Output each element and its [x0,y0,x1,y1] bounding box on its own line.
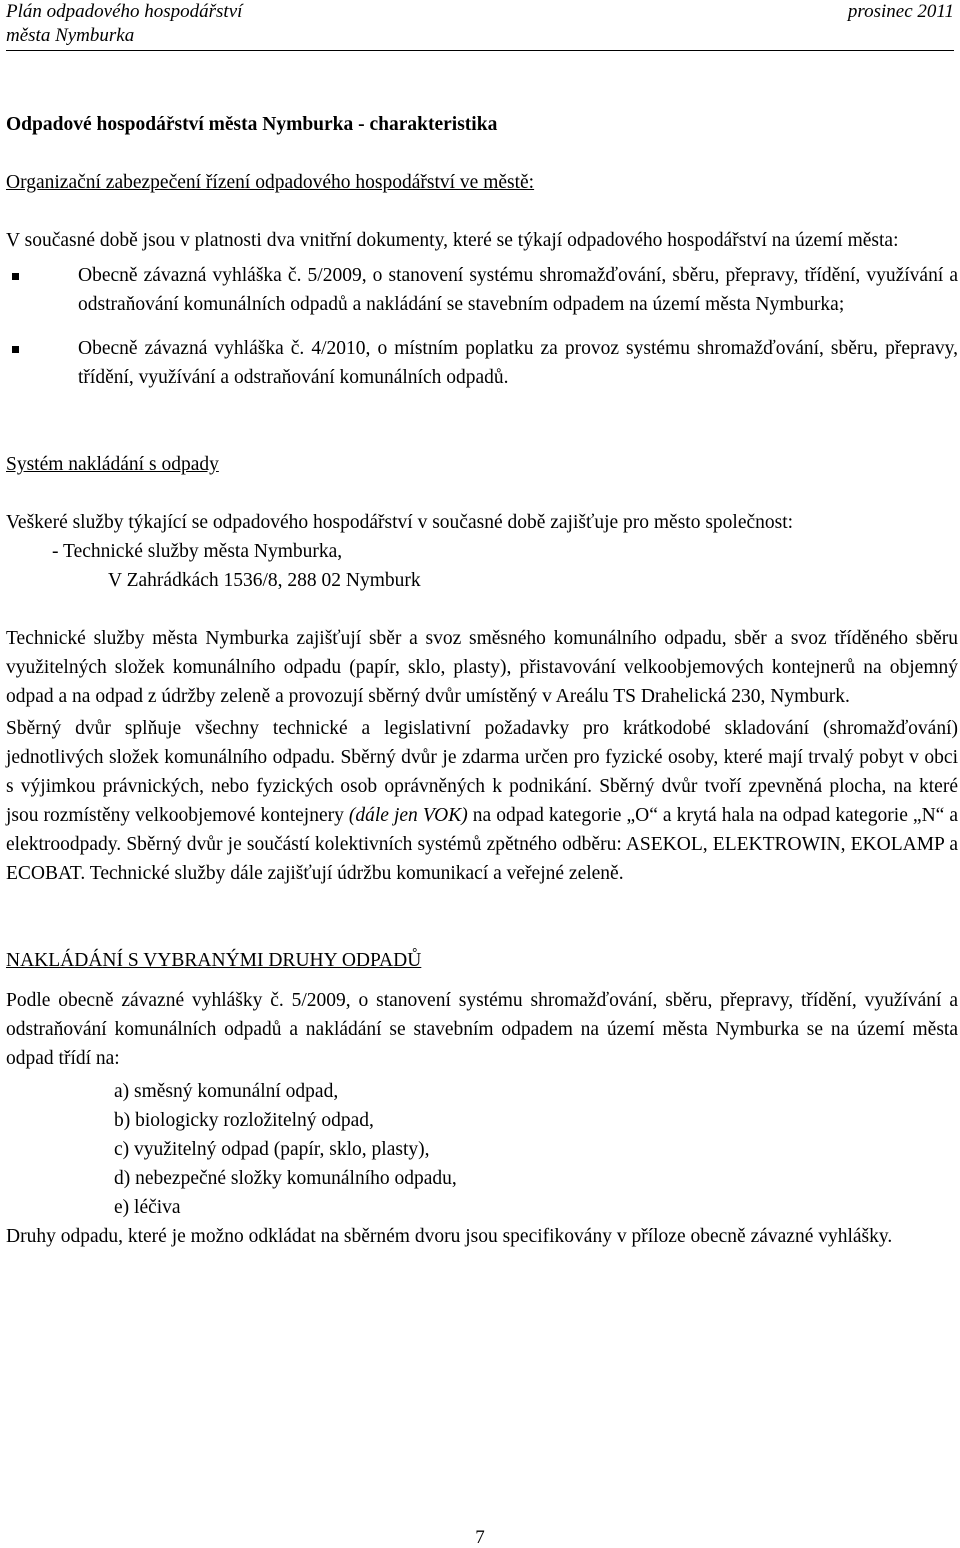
header-town: města Nymburka [6,25,135,46]
header-left [6,0,242,48]
square-bullet-icon [12,346,19,353]
org-heading: Organizační zabezpečení řízení odpadového hospodářství ve městě: [6,172,535,193]
decree-list [6,261,958,392]
decree-text: Obecně závazná vyhláška č. 4/2010, o místním poplatku za provoz systému shromažďování, sběru, přepravy, třídění, využívání a odstraňování komunálních odpadů. [78,338,958,388]
collection-yard-text-a: Sběrný dvůr splňuje všechny technické a legislativní požadavky pro krátkodobé skladování (shromažďování) jednotlivých složek komunálního odpadu. Sběrný dvůr je zdarma určen pro fyzické osoby, které mají trvalý pobyt v obci s výjimkou právnických, nebo fyzických osob oprávněných k podnikání. Sběrný dvůr tvoří zpevněná plocha, na které jsou rozmístěny velkoobjemové kontejnery [6,718,958,826]
sorting-outro: Druhy odpadu, které je možno odkládat na sběrném dvoru jsou specifikovány v příloze obecně závazné vyhlášky. [6,1226,893,1247]
section-title: Odpadové hospodářství města Nymburka - charakteristika [6,114,498,135]
sorting-heading: NAKLÁDÁNÍ S VYBRANÝMI DRUHY ODPADŮ [6,950,422,971]
waste-category-item: b) biologicky rozložitelný odpad, [114,1110,374,1131]
waste-category-item: d) nebezpečné složky komunálního odpadu, [114,1168,457,1189]
document-body [6,110,958,1251]
collection-yard-text-b: na odpad kategorie „O“ a krytá hala na odpad kategorie „N“ a elektroodpady. Sběrný dvůr je součástí kolektivních systémů zpětného odběru: ASEKOL, ELEKTROWIN, EKOLAMP a ECOBAT. Technické služby dále zajišťují údržbu komunikací a veřejné zeleně. [6,805,958,884]
square-bullet-icon [12,273,19,280]
page-header [6,0,954,51]
vok-abbreviation: (dále jen VOK) [348,805,468,826]
system-heading: Systém nakládání s odpady [6,454,219,475]
decree-text: Obecně závazná vyhláška č. 5/2009, o stanovení systému shromažďování, sběru, přepravy, třídění, využívání a odstraňování komunálních odpadů a nakládání se stavebním odpadem na území města Nymburka; [78,265,958,315]
sorting-intro: Podle obecně závazné vyhlášky č. 5/2009, o stanovení systému shromažďování, sběru, přepravy, třídění, využívání a odstraňování komunálních odpadů a nakládání se stavebním odpadem na území města Nymburka se na území města odpad třídí na: [6,990,958,1069]
waste-category-item: c) využitelný odpad (papír, sklo, plasty), [114,1139,430,1160]
header-document-title: Plán odpadového hospodářství [6,1,243,22]
company-block [6,537,958,595]
services-paragraph: Technické služby města Nymburka zajišťují sběr a svoz směsného komunálního odpadu, sběr a svoz tříděného sběru využitelných složek komunálního odpadu (papír, sklo, plasty), přistavování velkoobjemových kontejnerů na objemný odpad a na odpad z údržby zeleně a provozují sběrný dvůr umístěný v Areálu TS Drahelická 230, Nymburk. [6,628,958,707]
system-intro: Veškeré služby týkající se odpadového hospodářství v současné době zajišťuje pro město společnost: [6,512,794,533]
collection-yard-paragraph [6,714,958,888]
org-intro: V současné době jsou v platnosti dva vnitřní dokumenty, které se týkají odpadového hospodářství na území města: [6,230,899,251]
decree-item [6,261,958,319]
header-date: prosinec 2011 [847,1,954,22]
decree-item [6,334,958,392]
company-address: V Zahrádkách 1536/8, 288 02 Nymburk [108,570,421,591]
page-number: 7 [475,1527,485,1548]
company-name: - Technické služby města Nymburka, [52,541,343,562]
waste-category-list [6,1077,958,1222]
waste-category-item: a) směsný komunální odpad, [114,1081,339,1102]
waste-category-item: e) léčiva [114,1197,181,1218]
